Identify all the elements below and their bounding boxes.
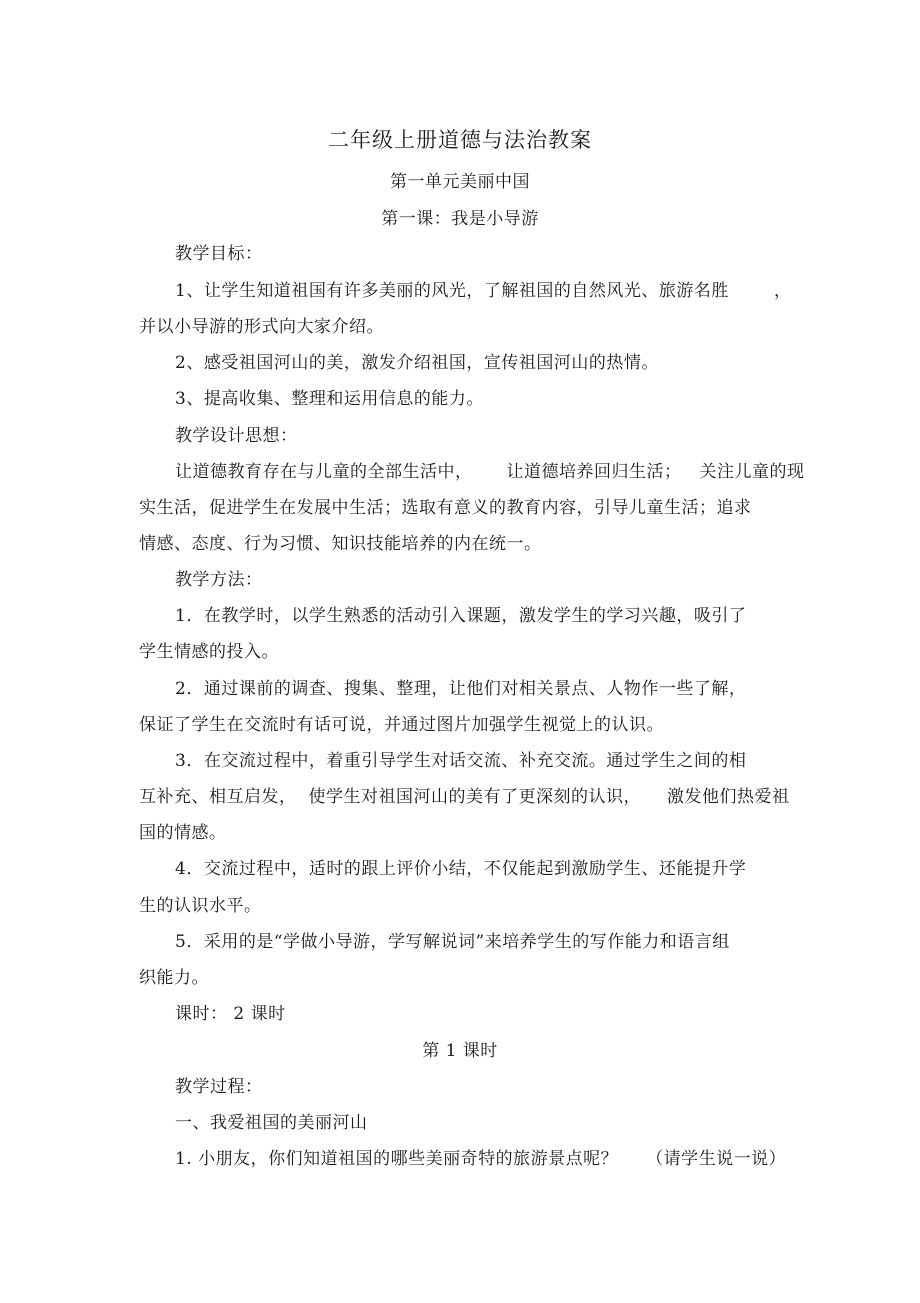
design-line-1-part-2: 让道德培养回归生活； — [506, 462, 682, 482]
design-line-1-part-1: 让道德教育存在与儿童的全部生活中， — [175, 462, 473, 482]
session-title: 第 1 课时 — [422, 1041, 498, 1061]
unit-title: 第一单元美丽中国 — [390, 172, 530, 192]
method-5-line-1: 5．采用的是“学做小导游，学写解说词”来培养学生的写作能力和语言组 — [175, 932, 730, 952]
method-3-line-3: 国的情感。 — [139, 823, 227, 843]
method-3-line-2-part-1: 互补充、相互启发， — [139, 787, 297, 807]
document-title: 二年级上册道德与法治教案 — [328, 128, 592, 152]
method-3-line-1: 3．在交流过程中，着重引导学生对话交流、补充交流。通过学生之间的相 — [175, 751, 747, 771]
class-hours: 课时： 2 课时 — [175, 1004, 286, 1024]
method-2-line-2: 保证了学生在交流时有话可说，并通过图片加强学生视觉上的认识。 — [139, 715, 664, 735]
design-line-1-part-3: 关注儿童的现 — [699, 462, 805, 482]
goal-2: 2、感受祖国河山的美，激发介绍祖国，宣传祖国河山的热情。 — [175, 353, 659, 373]
goals-heading: 教学目标： — [175, 244, 263, 264]
lesson-title: 第一课：我是小导游 — [381, 209, 539, 229]
design-heading: 教学设计思想： — [175, 426, 298, 446]
design-line-1 — [175, 461, 805, 483]
method-1-line-1: 1．在教学时，以学生熟悉的活动引入课题，激发学生的学习兴趣，吸引了 — [175, 606, 747, 626]
goal-1-comma: ， — [774, 281, 792, 301]
question-1 — [175, 1148, 786, 1170]
method-5-line-2: 织能力。 — [139, 968, 209, 988]
design-line-3: 情感、态度、行为习惯、知识技能培养的内在统一。 — [139, 534, 542, 554]
method-1-line-2: 学生情感的投入。 — [139, 642, 279, 662]
method-3-line-2-part-3: 激发他们热爱祖 — [667, 787, 790, 807]
goal-1-text: 1、让学生知道祖国有许多美丽的风光，了解祖国的自然风光、旅游名胜 — [175, 281, 729, 301]
method-heading: 教学方法： — [175, 570, 263, 590]
process-heading: 教学过程： — [175, 1077, 263, 1097]
goal-1-line-2: 并以小导游的形式向大家介绍。 — [139, 317, 384, 337]
method-3-line-2-part-2: 使学生对祖国河山的美有了更深刻的认识， — [308, 787, 641, 807]
question-1-note: （请学生说一说） — [646, 1149, 787, 1169]
question-1-text: 1. 小朋友，你们知道祖国的哪些美丽奇特的旅游景点呢？ — [175, 1149, 619, 1169]
method-4-line-2: 生的认识水平。 — [139, 896, 262, 916]
method-3-line-2 — [139, 786, 790, 808]
goal-1-line-1 — [175, 280, 729, 302]
method-2-line-1: 2．通过课前的调查、搜集、整理，让他们对相关景点、人物作一些了解， — [175, 679, 747, 699]
design-line-2: 实生活，促进学生在发展中生活；选取有意义的教育内容，引导儿童生活；追求 — [139, 498, 752, 518]
goal-3: 3、提高收集、整理和运用信息的能力。 — [175, 389, 484, 409]
method-4-line-1: 4．交流过程中，适时的跟上评价小结，不仅能起到激励学生、还能提升学 — [175, 859, 747, 879]
section-1-heading: 一、我爱祖国的美丽河山 — [175, 1113, 368, 1133]
